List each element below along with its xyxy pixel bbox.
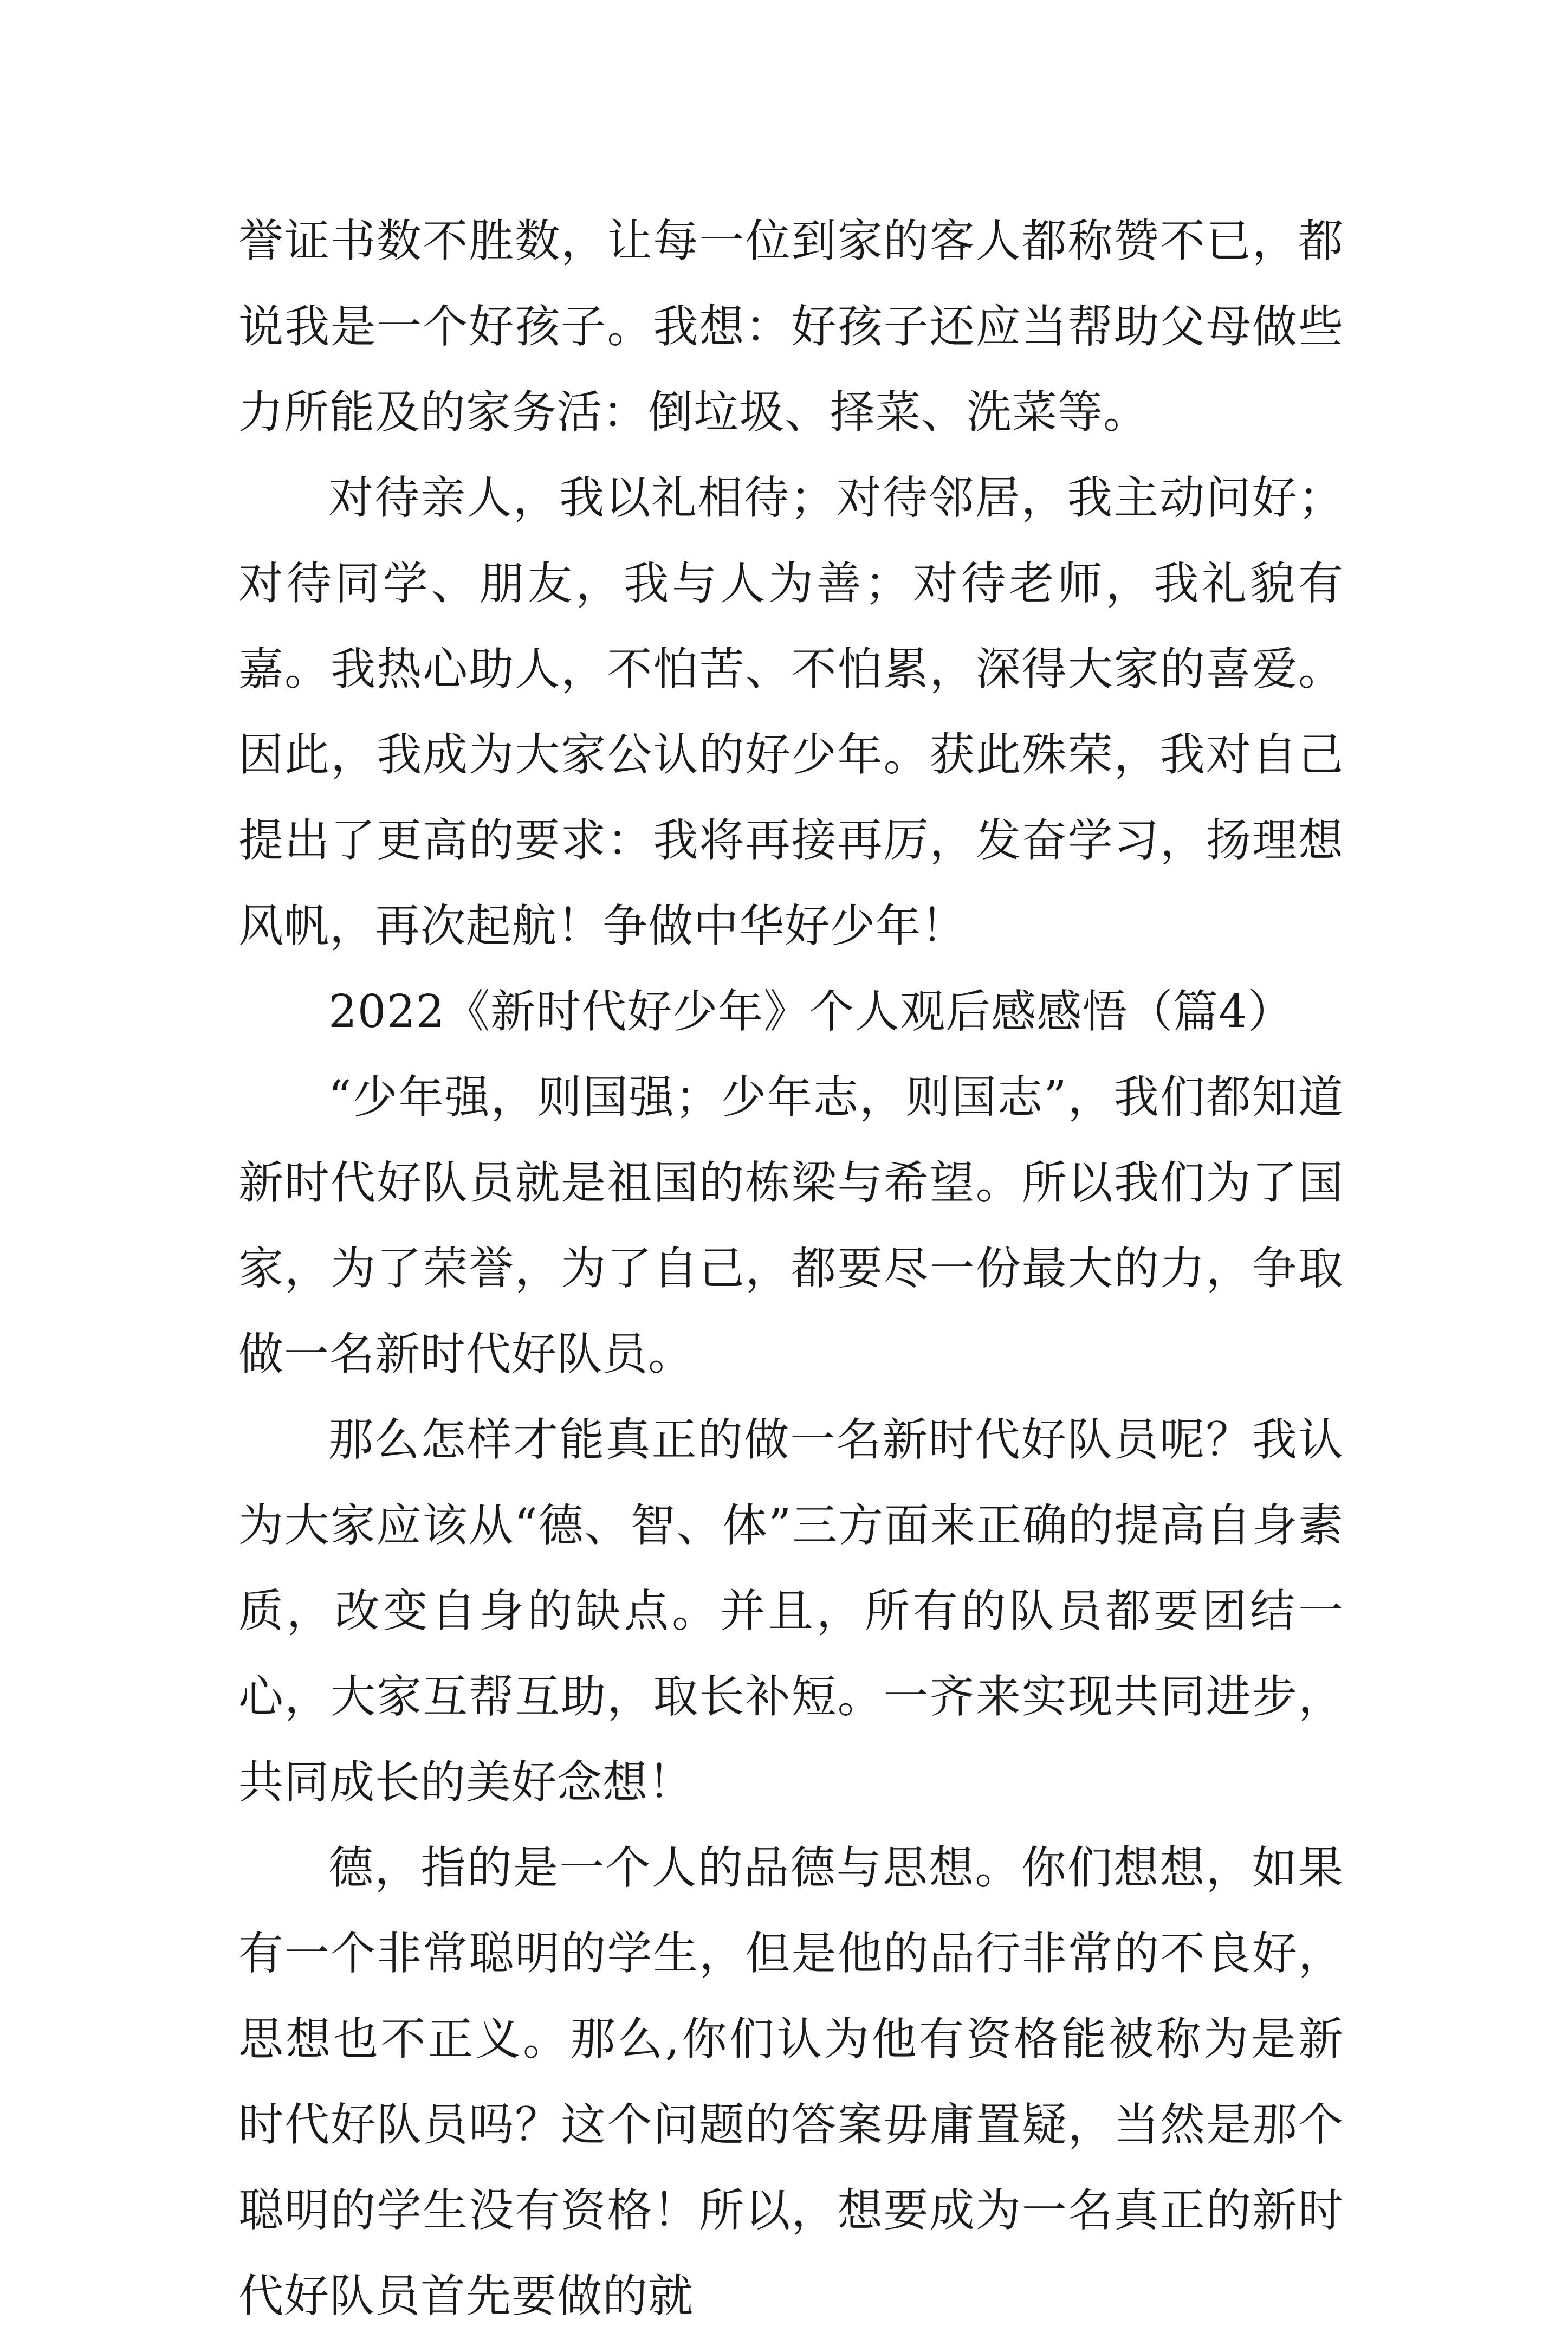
paragraph-1: 誉证书数不胜数，让每一位到家的客人都称赞不已，都说我是一个好孩子。我想：好孩子还应当帮助父母做些力所能及的家务活：倒垃圾、择菜、洗菜等。	[238, 215, 1344, 438]
section-heading: 2022《新时代好少年》个人观后感感悟（篇4）	[328, 985, 1294, 1038]
paragraph-3: “少年强，则国强；少年志，则国志”，我们都知道新时代好队员就是祖国的栋梁与希望。所以我们为了国家，为了荣誉，为了自己，都要尽一份最大的力，争取做一名新时代好队员。	[238, 1071, 1344, 1380]
paragraph-4: 那么怎样才能真正的做一名新时代好队员呢？我认为大家应该从“德、智、体”三方面来正确的提高自身素质，改变自身的缺点。并且，所有的队员都要团结一心，大家互帮互助，取长补短。一齐来实现共同进步，共同成长的美好念想！	[238, 1413, 1344, 1808]
document-body	[238, 198, 1344, 2339]
paragraph-2: 对待亲人，我以礼相待；对待邻居，我主动问好；对待同学、朋友，我与人为善；对待老师，我礼貌有嘉。我热心助人，不怕苦、不怕累，深得大家的喜爱。因此，我成为大家公认的好少年。获此殊荣，我对自己提出了更高的要求：我将再接再厉，发奋学习，扬理想风帆，再次起航！争做中华好少年！	[238, 471, 1344, 952]
paragraph-5: 德，指的是一个人的品德与思想。你们想想，如果有一个非常聪明的学生，但是他的品行非常的不良好，思想也不正义。那么,你们认为他有资格能被称为是新时代好队员吗？这个问题的答案毋庸置疑，当然是那个聪明的学生没有资格！所以，想要成为一名真正的新时代好队员首先要做的就	[238, 1842, 1344, 2322]
